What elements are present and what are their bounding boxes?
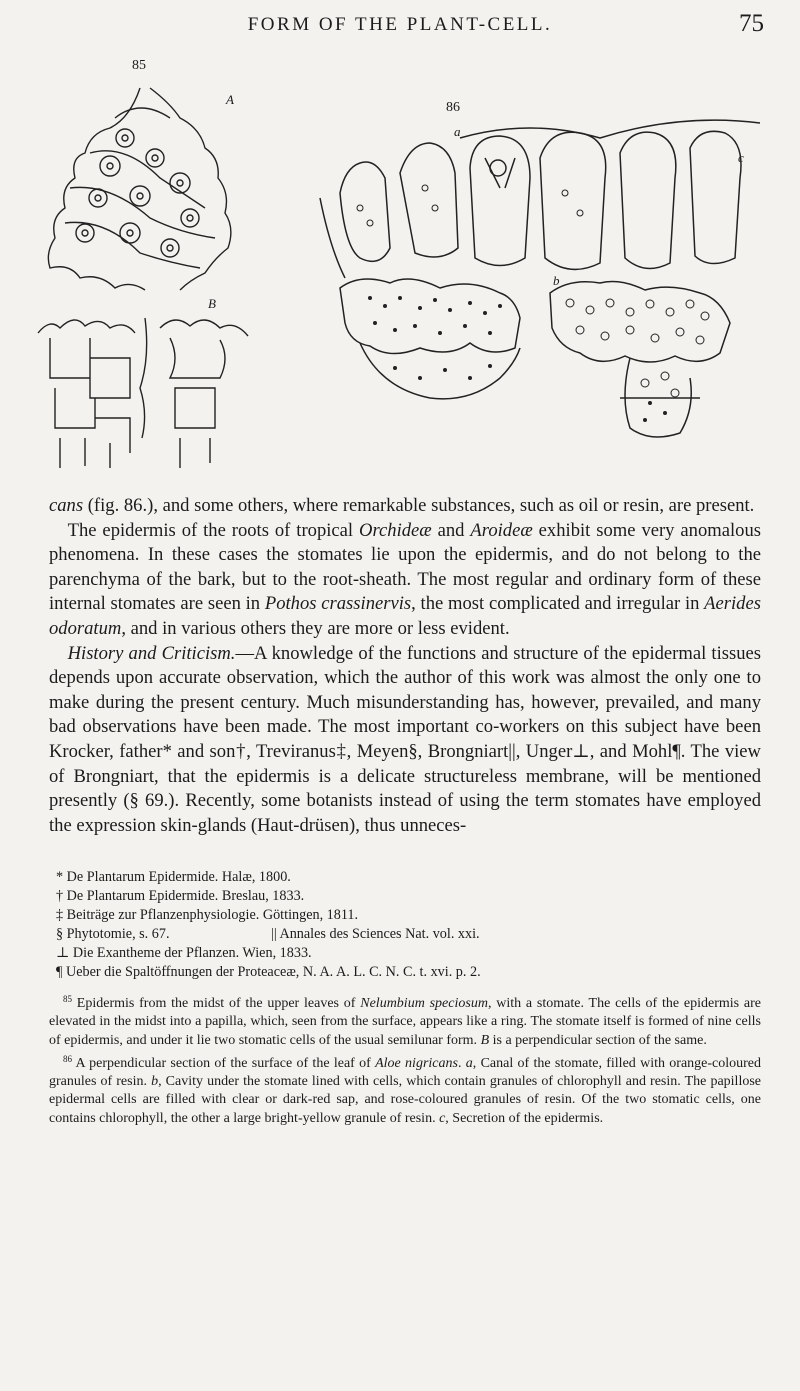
page-number: 75 [739,10,764,37]
paragraph-history: History and Criticism.—A knowledge of the functions and structure of the epidermal tissues depends upon accurate observation, which the author of this work was almost the only one to make during the present century. Much misunderstanding has, however, prevailed, and many bad observations have been made. The most important co-workers on this subject have been Krocker, father* and son†, Treviranus‡, Meyen§, Brongniart||, Unger⊥, and Mohl¶. The view of Brongniart, that the epidermis is a delicate structureless membrane, will be mentioned presently (§ 69.). Recently, some botanists instead of using the term stomates have employed the expression skin-glands (Haut-drüsen), thus unneces- [49,642,762,836]
reference-2: † De Plantarum Epidermide. Breslau, 1833. [56,888,305,904]
reference-4: § Phytotomie, s. 67. || Annales des Sciences Nat. vol. xxi. [56,926,480,942]
italic-word: cans [49,495,84,516]
paragraph-orchideae: The epidermis of the roots of tropical Orchideæ and Aroideæ exhibit some very anomalous phenomena. In these cases the stomates lie upon the epidermis, and do not belong to the parenchyma of the bark, but to the root-sheath. The most regular and ordinary form of these internal stomates are seen in Pothos crassinervis, the most complicated and irregular in Aerides odoratum, and in various others they are more or less evident. [49,519,761,639]
reference-6: ¶ Ueber die Spaltöffnungen der Proteaceæ, N. A. A. L. C. N. C. t. xvi. p. 2. [56,964,481,980]
figure-86-label-b: b [553,273,560,288]
figure-85-label-a: A [226,92,234,107]
caption-85: $^{85}$ Epidermis from the midst of the upper leaves of Nelumbium speciosum, with a stomate. The cells of the epidermis are elevated in the midst into a papilla, which, seen from the surface, appears like a ring. The stomate itself is formed of nine cells of epidermis, and under it lie two stomatic cells of the usual semilunar form. B is a perpendicular section of the same. [49,994,761,1048]
page-header [0,10,800,44]
figure-captions [49,990,761,1128]
figure-86-label-c: c [738,150,744,165]
footnote-references [56,868,762,982]
figure-86 [300,98,770,478]
running-title: FORM OF THE PLANT-CELL. [247,14,553,35]
reference-3: ‡ Beiträge zur Pflanzenphysiologie. Göttingen, 1811. [56,907,359,923]
figure-86-number: 86 [446,100,460,115]
figure-85-illustration [30,58,280,478]
figure-85 [30,58,280,478]
figure-85-number: 85 [132,58,146,73]
reference-1: * De Plantarum Epidermide. Halæ, 1800. [56,869,291,885]
caption-86: $^{86}$ A perpendicular section of the surface of the leaf of Aloe nigricans. a, Canal of the stomate, filled with orange-coloured granules of resin. b, Cavity under the stomate lined with cells, which contain granules of chlorophyll and resin. The papillose epidermal cells are filled with clear or dark-red sap, and rose-coloured granules of resin. Of the two stomatic cells, one contains chlorophyll, the other a large bright-yellow granule of resin. c, Secretion of the epidermis. [49,1053,762,1126]
section-heading: History and Criticism. [67,642,236,664]
figure-85-label-b: B [208,296,216,311]
reference-5: ⊥ Die Exantheme der Pflanzen. Wien, 1833. [56,945,312,961]
figure-86-label-a: a [454,124,461,139]
figure-86-illustration [300,98,770,478]
body-text [49,494,761,838]
paragraph-continuation: cans (fig. 86.), and some others, where remarkable substances, such as oil or resin, are present. [49,495,755,516]
